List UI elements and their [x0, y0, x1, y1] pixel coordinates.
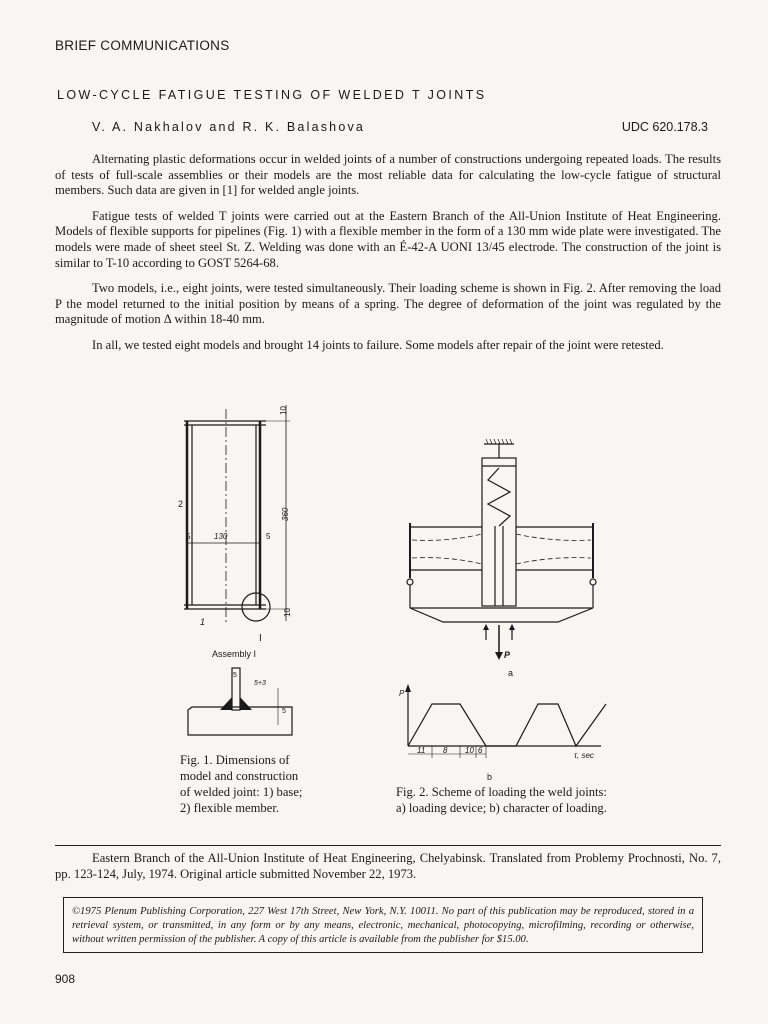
weld-fillet-right [240, 697, 252, 710]
subfig-b-label: b [487, 772, 493, 782]
segment-3-label: 10 [465, 746, 474, 755]
bottom-beam [410, 608, 593, 622]
time-axis-label: τ, sec [574, 751, 594, 760]
dim-bottom-label: 10 [283, 608, 292, 617]
article-body [55, 152, 721, 364]
copyright-box [63, 897, 703, 953]
p-axis-label: P [399, 689, 405, 698]
weld-s-label: 5 [282, 708, 286, 715]
figure-2a-drawing [398, 430, 610, 685]
page-number: 908 [55, 972, 76, 986]
article-authors: V. A. Nakhalov and R. K. Balashova [92, 120, 366, 134]
copyright-text: ©1975 Plenum Publishing Corporation, 227 West 17th Street, New York, N.Y. 10011. No part of this publication may be reproduced, stored in a retrieval system, or transmitted, in any form or by any means, electronic, mechanical, photocopying, microfilming, recording or otherwise, without written permission of the publisher. A copy of this article is available from the publisher for $15.00. [72, 906, 694, 945]
reaction-arrowhead-left [483, 624, 489, 630]
paragraph-2: Fatigue tests of welded T joints were carried out at the Eastern Branch of the All-Union Institute of Heat Engineering. Models of flexible supports for pipelines (Fig. 1) with a flexible member in the form of a 130 mm wide plate were investigated. The models were made of sheet steel St. Z. Welding was done with an É-42-A UONI 13/45 electrode. The construction of the joint is similar to T-10 according to GOST 5264-68. [55, 208, 721, 270]
load-P-label: P [504, 650, 511, 660]
figure-1-caption: Fig. 1. Dimensions of model and construction of welded joint: 1) base; 2) flexible member. [180, 753, 303, 815]
affiliation-text: Eastern Branch of the All-Union Institute of Heat Engineering, Chelyabinsk. Translated from Problemy Prochnosti, No. 7, pp. 123-124, July, 1974. Original article submitted November 22, 1973. [55, 851, 721, 881]
footer-rule [55, 845, 721, 846]
p-axis-arrowhead [405, 684, 411, 692]
dim-width-label: 130 [214, 532, 228, 541]
spring [488, 468, 510, 526]
member-2-label: 2 [178, 499, 184, 509]
weld-5-label: 5 [233, 672, 237, 679]
segment-1-label: 11 [417, 746, 426, 755]
deformed-shape [412, 534, 591, 564]
segment-2-label: 8 [443, 746, 448, 755]
figure-1-drawing [170, 395, 300, 750]
dim-left-label: 5 [186, 532, 191, 541]
right-support [590, 579, 596, 585]
paragraph-1: Alternating plastic deformations occur in welded joints of a number of constructions undergoing repeated loads. The results of tests of full-scale assemblies or their models are the most reliable data for calculating the low-cycle fatigue of structural members. Such data are given in [1] for welded angle joints. [55, 152, 721, 198]
left-support [407, 579, 413, 585]
paragraph-3: Two models, i.e., eight joints, were tested simultaneously. Their loading scheme is shown in Fig. 2. After removing the load P the model returned to the initial position by means of a spring. The degree of deformation of the joint was regulated by the magnitude of motion Δ within 18-40 mm. [55, 281, 721, 327]
section-heading: BRIEF COMMUNICATIONS [55, 38, 230, 53]
loading-column [482, 458, 516, 606]
segment-4-label: 6 [478, 746, 483, 755]
load-cycle-curve [408, 704, 606, 746]
load-arrowhead [495, 652, 503, 660]
dim-right-label: 5 [266, 532, 271, 541]
dim-height-label: 360 [281, 507, 290, 521]
figure-2-caption: Fig. 2. Scheme of loading the weld joints: a) loading device; b) character of loading. [396, 785, 607, 815]
article-title: LOW-CYCLE FATIGUE TESTING OF WELDED T JOINTS [57, 88, 487, 102]
detail-I-label: I [259, 633, 262, 644]
udc-code: UDC 620.178.3 [621, 120, 708, 134]
affiliation-note [55, 850, 721, 882]
ceiling-hatch [486, 439, 512, 444]
member-1-label: 1 [200, 617, 206, 627]
weld-base [188, 707, 292, 735]
dim-top-label: 10 [279, 406, 288, 415]
subfig-a-label: a [508, 668, 514, 678]
reaction-arrowhead-right [509, 624, 515, 630]
figure-2b-chart [396, 684, 626, 784]
paragraph-4: In all, we tested eight models and brought 14 joints to failure. Some models after repair of the joint were retested. [92, 337, 664, 352]
weld-fillet-left [220, 697, 232, 710]
assembly-label: Assembly I [212, 649, 257, 659]
weld-5p3-label: 5+3 [254, 680, 266, 687]
